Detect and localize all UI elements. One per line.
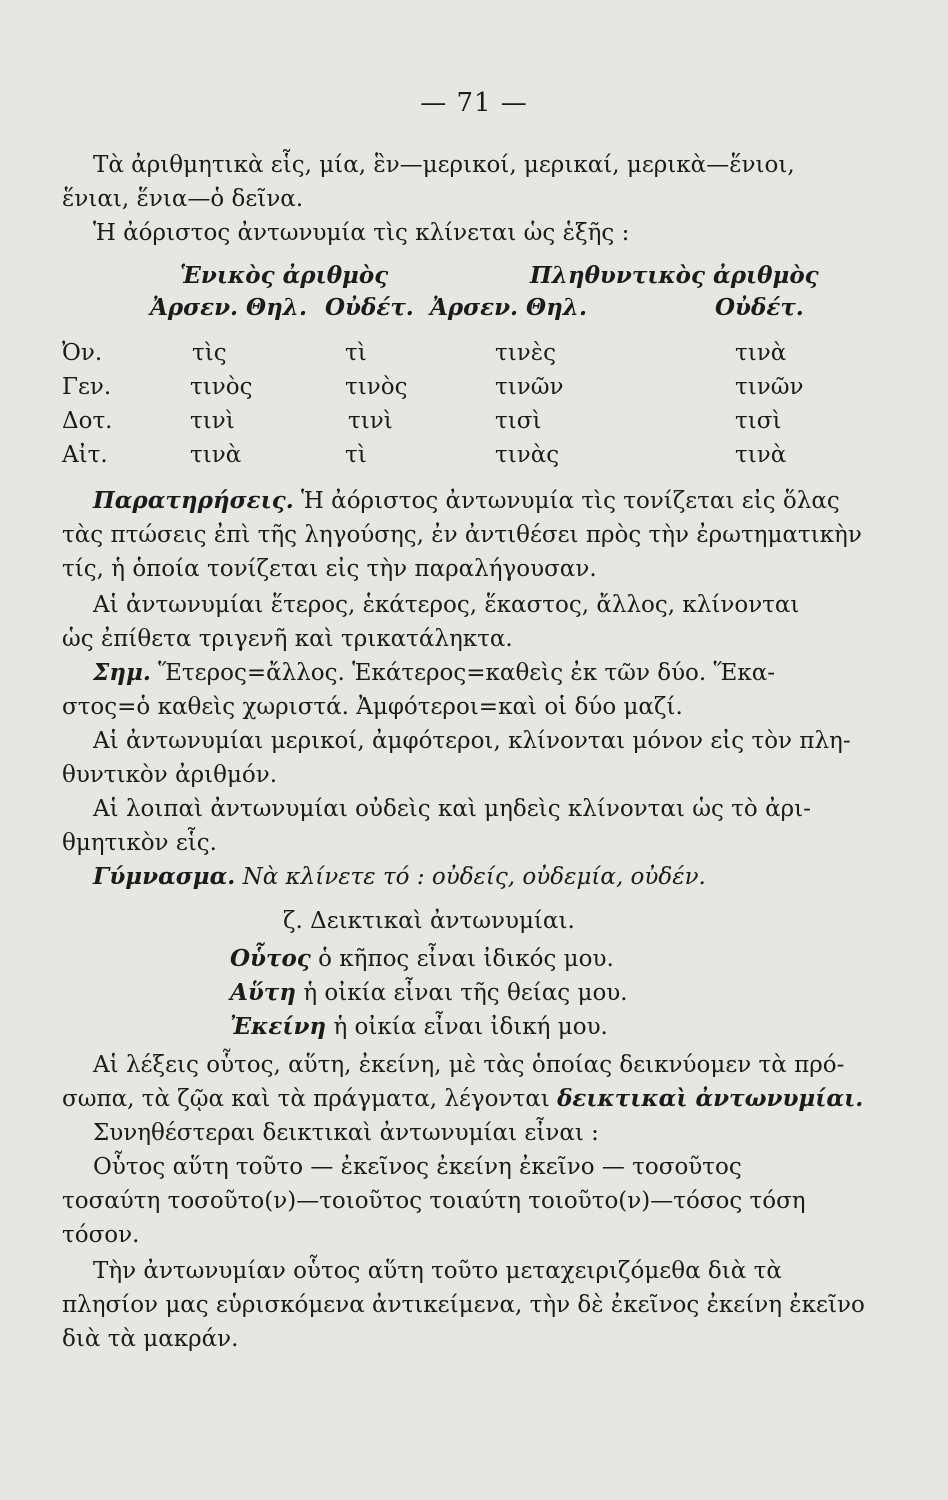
header-neuter-singular: Οὐδέτ. bbox=[325, 294, 414, 321]
example-3-pronoun: Ἐκείνη bbox=[230, 1013, 327, 1040]
paragraph-indefinite-intro: Ἡ ἀόριστος ἀντωνυμία τὶς κλίνεται ὡς ἑξῆς : bbox=[93, 220, 630, 246]
table-cell: τὶς bbox=[192, 340, 227, 366]
paragraph-adjectival-line-1: Αἱ ἀντωνυμίαι ἕτερος, ἑκάτερος, ἕκαστος, ἄλλος, κλίνονται bbox=[93, 592, 800, 618]
example-2-text: ἡ οἰκία εἶναι τῆς θείας μου. bbox=[296, 980, 628, 1006]
table-cell: τινὸς bbox=[345, 374, 408, 400]
table-cell: τινὰς bbox=[495, 442, 560, 468]
header-gender-plural: Ἀρσεν. Θηλ. bbox=[430, 294, 587, 321]
remarks-line-1 bbox=[93, 486, 840, 516]
table-cell: τινὸς bbox=[190, 374, 253, 400]
table-cell: τινὰ bbox=[735, 340, 787, 366]
section-title: ζ. Δεικτικαὶ ἀντωνυμίαι. bbox=[283, 908, 575, 934]
header-neuter-plural: Οὐδέτ. bbox=[715, 294, 804, 321]
header-singular: Ἑνικὸς ἀριθμὸς bbox=[180, 262, 389, 289]
paragraph-usage-line-1: Τὴν ἀντωνυμίαν οὗτος αὕτη τοῦτο μεταχειριζόμεθα διὰ τὰ bbox=[93, 1258, 782, 1284]
paragraph-common-line-1: Συνηθέστεραι δεικτικαὶ ἀντωνυμίαι εἶναι : bbox=[93, 1120, 599, 1146]
paragraph-usage-line-3: διὰ τὰ μακράν. bbox=[62, 1326, 239, 1352]
paragraph-numerals-line-2: ἕνιαι, ἕνια—ὁ δεῖνα. bbox=[62, 186, 304, 212]
table-cell: τινὰ bbox=[735, 442, 787, 468]
table-cell: τὶ bbox=[345, 442, 367, 468]
table-cell: τινὶ bbox=[348, 408, 393, 434]
paragraph-common-line-4: τόσον. bbox=[62, 1222, 140, 1248]
table-cell: τὶ bbox=[345, 340, 367, 366]
table-cell: τινὶ bbox=[190, 408, 235, 434]
remarks-label: Παρατηρήσεις. bbox=[93, 487, 294, 514]
header-plural: Πληθυντικὸς ἀριθμὸς bbox=[530, 262, 819, 289]
example-3-text: ἡ οἰκία εἶναι ἰδική μου. bbox=[326, 1014, 608, 1040]
paragraph-numerals-line-1: Τὰ ἀριθμητικὰ εἷς, μία, ἓν—μερικοί, μερικαί, μερικὰ—ἕνιοι, bbox=[93, 152, 795, 178]
case-label: Ὀν. bbox=[62, 340, 103, 366]
demonstrative-term: δεικτικαὶ ἀντωνυμίαι. bbox=[557, 1085, 864, 1112]
paragraph-plural-line-2: θυντικὸν ἀριθμόν. bbox=[62, 762, 278, 788]
remarks-text: Ἡ ἀόριστος ἀντωνυμία τὶς τονίζεται εἰς ὅλας bbox=[293, 488, 840, 514]
note-line-2: στος=ὁ καθεὶς χωριστά. Ἀμφότεροι=καὶ οἱ δύο μαζί. bbox=[62, 694, 683, 720]
example-1-pronoun: Οὗτος bbox=[230, 945, 311, 972]
paragraph-remaining-line-1: Αἱ λοιπαὶ ἀντωνυμίαι οὐδεὶς καὶ μηδεὶς κλίνονται ὡς τὸ ἀρι- bbox=[93, 796, 811, 822]
note-line-1 bbox=[93, 658, 775, 688]
table-cell: τινῶν bbox=[495, 374, 564, 400]
paragraph-usage-line-2: πλησίον μας εὑρισκόμενα ἀντικείμενα, τὴν δὲ ἐκεῖνος ἐκείνη ἐκεῖνο bbox=[62, 1292, 865, 1318]
case-label: Αἰτ. bbox=[62, 442, 108, 468]
header-gender-singular: Ἀρσεν. Θηλ. bbox=[150, 294, 307, 321]
table-cell: τισὶ bbox=[495, 408, 542, 434]
remarks-line-3: τίς, ἡ ὁποία τονίζεται εἰς τὴν παραλήγουσαν. bbox=[62, 556, 597, 582]
paragraph-common-line-2: Οὗτος αὕτη τοῦτο — ἐκεῖνος ἐκείνη ἐκεῖνο — τοσοῦτος bbox=[93, 1154, 742, 1180]
exercise-line bbox=[93, 862, 706, 892]
example-1-text: ὁ κῆπος εἶναι ἰδικός μου. bbox=[310, 946, 614, 972]
table-cell: τισὶ bbox=[735, 408, 782, 434]
paragraph-adjectival-line-2: ὡς ἐπίθετα τριγενῆ καὶ τρικατάληκτα. bbox=[62, 626, 513, 652]
note-text: Ἕτερος=ἄλλος. Ἑκάτερος=καθεὶς ἐκ τῶν δύο. Ἕκα- bbox=[150, 660, 776, 686]
demonstrative-text: σωπα, τὰ ζῷα καὶ τὰ πράγματα, λέγονται bbox=[62, 1086, 558, 1112]
paragraph-demonstrative-line-2 bbox=[62, 1084, 863, 1114]
table-cell: τινῶν bbox=[735, 374, 804, 400]
table-cell: τινὲς bbox=[495, 340, 556, 366]
table-cell: τινὰ bbox=[190, 442, 242, 468]
paragraph-demonstrative-line-1: Αἱ λέξεις οὗτος, αὕτη, ἐκείνη, μὲ τὰς ὁποίας δεικνύομεν τὰ πρό- bbox=[93, 1052, 845, 1078]
paragraph-remaining-line-2: θμητικὸν εἷς. bbox=[62, 830, 217, 856]
paragraph-common-line-3: τοσαύτη τοσοῦτο(ν)—τοιοῦτος τοιαύτη τοιοῦτο(ν)—τόσος τόση bbox=[62, 1188, 806, 1214]
paragraph-plural-line-1: Αἱ ἀντωνυμίαι μερικοί, ἀμφότεροι, κλίνονται μόνον εἰς τὸν πλη- bbox=[93, 728, 851, 754]
example-2-pronoun: Αὕτη bbox=[230, 979, 297, 1006]
exercise-label: Γύμνασμα. bbox=[93, 863, 236, 890]
case-label: Δοτ. bbox=[62, 408, 113, 434]
page-number: — 71 — bbox=[420, 88, 528, 118]
remarks-line-2: τὰς πτώσεις ἐπὶ τῆς ληγούσης, ἐν ἀντιθέσει πρὸς τὴν ἐρωτηματικὴν bbox=[62, 522, 862, 548]
example-line-1 bbox=[230, 944, 614, 974]
case-label: Γεν. bbox=[62, 374, 112, 400]
example-line-3 bbox=[230, 1012, 608, 1042]
note-label: Σημ. bbox=[93, 659, 151, 686]
exercise-text: Νὰ κλίνετε τό : οὐδείς, οὐδεμία, οὐδέν. bbox=[235, 864, 706, 890]
example-line-2 bbox=[230, 978, 628, 1008]
